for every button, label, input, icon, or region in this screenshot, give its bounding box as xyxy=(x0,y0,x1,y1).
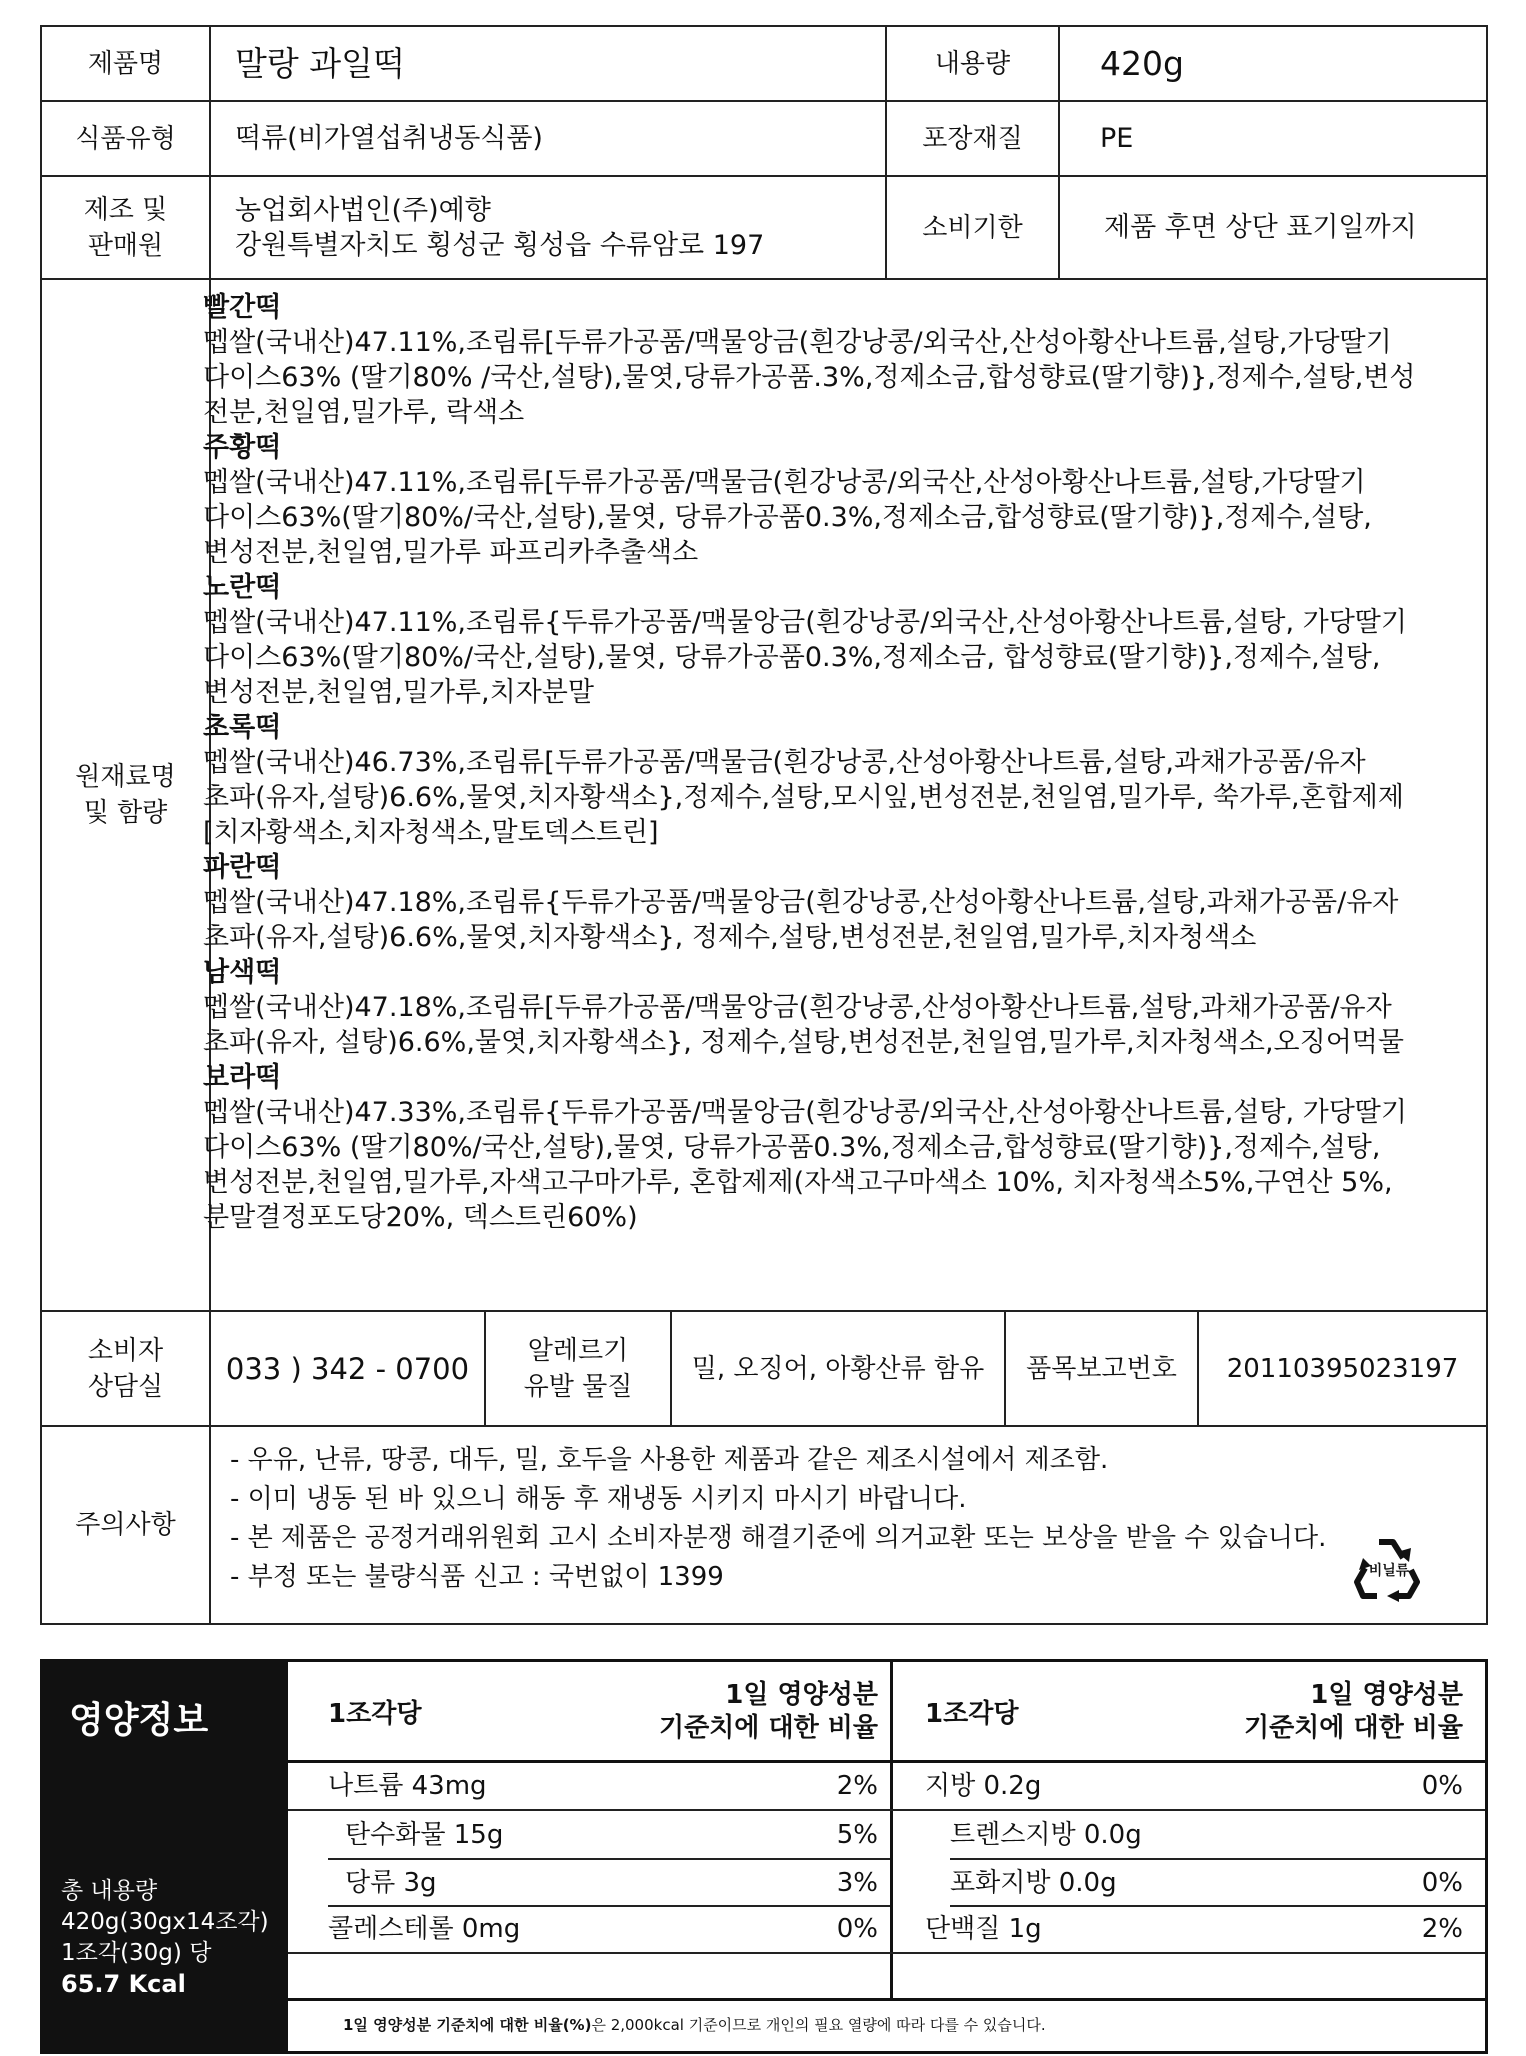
ingredient-green xyxy=(203,710,1435,850)
ingredient-yellow xyxy=(203,570,1435,710)
product-name-label: 제품명 xyxy=(87,48,164,79)
per-piece-header: 1조각당 xyxy=(328,1699,422,1729)
ingredient-text: 초파(유자,설탕)6.6%,물엿,치자황색소},정제수,설탕,모시잎,변성전분,천일염,밀가루, 쑥가루,혼합제제 xyxy=(203,782,1404,813)
nutrition-panel xyxy=(40,1659,1488,2054)
ingredient-name: 초록떡 xyxy=(203,712,282,743)
fat-pct: 0% xyxy=(1421,1771,1463,1801)
ingredient-text: 다이스63%(딸기80%/국산,설탕),물엿, 당류가공품0.3%,정제소금, 합성향료(딸기향)},정제수,설탕, xyxy=(203,642,1381,673)
maker-info xyxy=(211,177,885,278)
ingredient-text: 변성전분,천일염,밀가루,자색고구마가루, 혼합제제(자색고구마색소 10%, 치자청색소5%,구연산 5%, xyxy=(203,1167,1393,1198)
ingredient-text: 전분,천일염,밀가루, 락색소 xyxy=(203,397,525,428)
recycle-icon xyxy=(1349,1530,1429,1610)
carb-pct: 5% xyxy=(836,1820,878,1850)
ingredient-navy xyxy=(203,955,1435,1060)
ingredient-orange xyxy=(203,430,1435,570)
ingredient-text: 다이스63% (딸기80%/국산,설탕),물엿, 당류가공품0.3%,정제소금,합성향료(딸기향)},정제수,설탕, xyxy=(203,1132,1381,1163)
ingredient-text: 변성전분,천일염,밀가루 파프리카추출색소 xyxy=(203,537,699,568)
expiry-label: 소비기한 xyxy=(922,212,1023,243)
per-serving-label: 1조각(30g) 당 xyxy=(61,1940,212,1966)
recycle-mark-text: 비닐류 xyxy=(1368,1563,1410,1579)
maker-name: 농업회사법인(주)예향 xyxy=(235,194,491,226)
saturated-fat-row: 포화지방 0.0g xyxy=(950,1868,1117,1898)
cholesterol-row: 콜레스테롤 0mg xyxy=(328,1914,521,1944)
sugar-row: 당류 3g xyxy=(345,1868,437,1898)
ingredient-text: [치자황색소,치자청색소,말토덱스트린] xyxy=(203,817,659,848)
trans-fat-row: 트렌스지방 0.0g xyxy=(950,1820,1142,1850)
total-label: 총 내용량 xyxy=(61,1878,158,1904)
ingredient-text: 멥쌀(국내산)46.73%,조림류[두류가공품/맥물금(흰강낭콩,산성아황산나트륨,설탕,과채가공품/유자 xyxy=(203,747,1366,778)
caution-item: - 본 제품은 공정거래위원회 고시 소비자분쟁 해결기준에 의거교환 또는 보상을 받을 수 있습니다. xyxy=(230,1523,1327,1553)
fat-row: 지방 0.2g xyxy=(925,1771,1042,1801)
allergy-label-line-1: 알레르기 xyxy=(527,1335,629,1366)
ingredient-red xyxy=(203,290,1435,430)
allergy-label-line-2: 유발 물질 xyxy=(523,1371,633,1402)
sodium-pct: 2% xyxy=(836,1771,878,1801)
ingredient-text: 다이스63% (딸기80% /국산,설탕),물엿,당류가공품.3%,정제소금,합성향료(딸기향)},정제수,설탕,변성 xyxy=(203,362,1416,393)
ingredient-text: 멥쌀(국내산)47.18%,조림류{두류가공품/맥물앙금(흰강낭콩,산성아황산나트륨,설탕,과채가공품/유자 xyxy=(203,887,1399,918)
caution-item: - 부정 또는 불량식품 신고 : 국번없이 1399 xyxy=(230,1562,724,1592)
consumer-label-line-1: 소비자 xyxy=(87,1335,164,1366)
ingredient-text: 변성전분,천일염,밀가루,치자분말 xyxy=(203,677,594,708)
maker-label-line-2: 판매원 xyxy=(87,230,164,261)
ingredient-blue xyxy=(203,850,1435,955)
saturated-fat-pct: 0% xyxy=(1421,1868,1463,1898)
caution-item: - 이미 냉동 된 바 있으니 해동 후 재냉동 시키지 마시기 바랍니다. xyxy=(230,1484,967,1514)
caution-item: - 우유, 난류, 땅콩, 대두, 밀, 호두을 사용한 제품과 같은 제조시설에서 제조함. xyxy=(230,1445,1109,1475)
nutrition-total xyxy=(61,1876,269,2001)
daily-value-header-2: 기준치에 대한 비율 xyxy=(1243,1713,1463,1743)
allergy-label xyxy=(486,1312,670,1425)
ingredient-text: 멥쌀(국내산)47.11%,조림류{두류가공품/맥물앙금(흰강낭콩/외국산,산성아황산나트륨,설탕, 가당딸기 xyxy=(203,607,1407,638)
protein-pct: 2% xyxy=(1421,1914,1463,1944)
food-type: 떡류(비가열섭취냉동식품) xyxy=(235,123,543,154)
ingredients-list xyxy=(203,290,1435,1235)
protein-row: 단백질 1g xyxy=(925,1914,1042,1944)
report-number-label: 품목보고번호 xyxy=(1026,1353,1177,1384)
ingredients-label-line-2: 및 함량 xyxy=(83,798,168,828)
net-amount: 420g xyxy=(1100,44,1184,83)
ingredient-text: 멥쌀(국내산)47.18%,조림류[두류가공품/맥물앙금(흰강낭콩,산성아황산나트륨,설탕,과채가공품/유자 xyxy=(203,992,1392,1023)
calories: 65.7 Kcal xyxy=(61,1970,186,1998)
ingredient-purple xyxy=(203,1060,1435,1235)
ingredient-name: 주황떡 xyxy=(203,432,282,463)
ingredient-text: 초파(유자, 설탕)6.6%,물엿,치자황색소}, 정제수,설탕,변성전분,천일염,밀가루,치자청색소,오징어먹물 xyxy=(203,1027,1404,1058)
consumer-phone: 033 ) 342 - 0700 xyxy=(225,1351,470,1386)
nutrition-title: 영양정보 xyxy=(69,1700,209,1741)
product-name: 말랑 과일떡 xyxy=(235,44,405,83)
caution-list xyxy=(230,1441,1326,1597)
packaging-label: 포장재질 xyxy=(922,123,1023,154)
ingredient-text: 분말결정포도당20%, 덱스트린60%) xyxy=(203,1202,638,1233)
maker-label-line-1: 제조 및 xyxy=(83,194,168,225)
packaging: PE xyxy=(1100,123,1134,154)
ingredient-name: 남색떡 xyxy=(203,957,282,988)
ingredient-text: 멥쌀(국내산)47.11%,조림류[두류가공품/맥물금(흰강낭콩/외국산,산성아황산나트륨,설탕,가당딸기 xyxy=(203,467,1366,498)
ingredient-name: 노란떡 xyxy=(203,572,282,603)
maker-address: 강원특별자치도 횡성군 횡성읍 수류암로 197 xyxy=(235,229,765,261)
ingredient-text: 멥쌀(국내산)47.33%,조림류{두류가공품/맥물앙금(흰강낭콩/외국산,산성아황산나트륨,설탕, 가당딸기 xyxy=(203,1097,1407,1128)
per-piece-header: 1조각당 xyxy=(925,1699,1019,1729)
daily-value-header-2: 기준치에 대한 비율 xyxy=(658,1713,878,1743)
sodium-row: 나트륨 43mg xyxy=(328,1771,487,1801)
maker-label xyxy=(42,177,209,278)
sugar-pct: 3% xyxy=(836,1868,878,1898)
caution-label: 주의사항 xyxy=(75,1510,176,1540)
ingredient-name: 파란떡 xyxy=(203,852,282,883)
consumer-label-line-2: 상담실 xyxy=(87,1371,164,1402)
ingredient-text: 멥쌀(국내산)47.11%,조림류[두류가공품/맥물앙금(흰강낭콩/외국산,산성아황산나트륨,설탕,가당딸기 xyxy=(203,327,1392,358)
consumer-center-label xyxy=(42,1312,209,1425)
allergy-info: 밀, 오징어, 아황산류 함유 xyxy=(691,1353,985,1384)
carb-row: 탄수화물 15g xyxy=(345,1820,504,1850)
ingredients-label-line-1: 원재료명 xyxy=(75,762,176,792)
ingredient-text: 다이스63%(딸기80%/국산,설탕),물엿, 당류가공품0.3%,정제소금,합성향료(딸기향)},정제수,설탕, xyxy=(203,502,1372,533)
daily-value-header-1: 1일 영양성분 xyxy=(1310,1680,1463,1710)
net-amount-label: 내용량 xyxy=(934,48,1011,79)
nutrition-side xyxy=(43,1662,288,2051)
ingredients-label xyxy=(42,280,209,1310)
daily-value-header-1: 1일 영양성분 xyxy=(725,1680,878,1710)
ingredient-name: 빨간떡 xyxy=(203,292,282,323)
expiry: 제품 후면 상단 표기일까지 xyxy=(1104,212,1417,243)
total-amount: 420g(30gx14조각) xyxy=(61,1909,269,1935)
report-number: 20110395023197 xyxy=(1226,1353,1459,1384)
ingredient-text: 초파(유자,설탕)6.6%,물엿,치자황색소}, 정제수,설탕,변성전분,천일염,밀가루,치자청색소 xyxy=(203,922,1257,953)
food-type-label: 식품유형 xyxy=(75,123,176,154)
ingredient-name: 보라떡 xyxy=(203,1062,282,1093)
nutrition-footnote: 1일 영양성분 기준치에 대한 비율(%)은 2,000kcal 기준이므로 개인의 필요 열량에 따라 다를 수 있습니다. xyxy=(343,2016,1046,2034)
cholesterol-pct: 0% xyxy=(836,1914,878,1944)
